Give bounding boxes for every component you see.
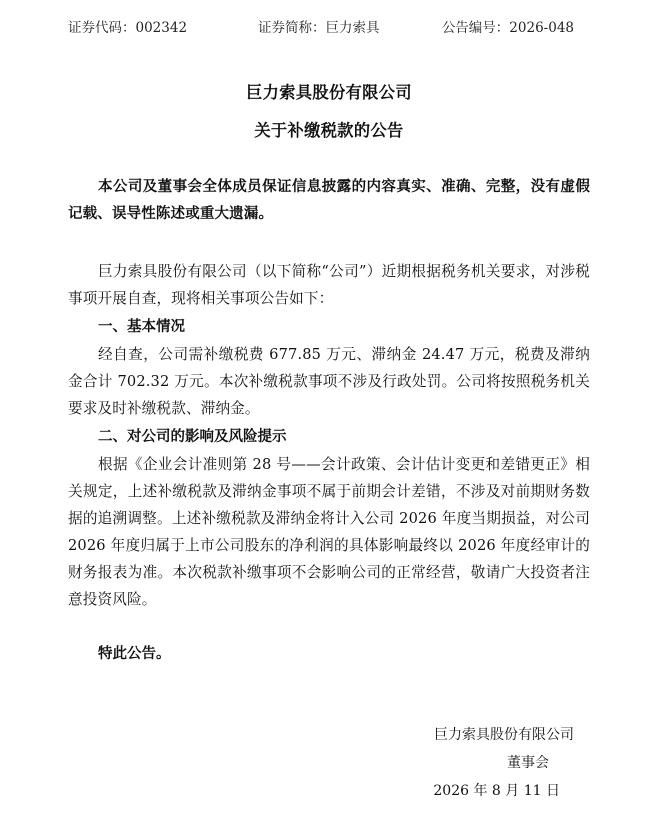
signature-company: 巨力索具股份有限公司 [434,727,574,743]
document-header [68,10,574,34]
section-heading-impact-risk: 二、对公司的影响及风险提示 [98,429,287,445]
stock-short-name: 证券简称：巨力索具 [258,20,380,36]
intro-paragraph: 巨力索具股份有限公司（以下简称“公司”）近期根据税务机关要求，对涉税事项开展自查，现将相关事项公告如下： [68,263,590,307]
section-body-basic-info: 经自查，公司需补缴税费 677.85 万元、滞纳金 24.47 万元，税费及滞纳金合计 702.32 万元。本次补缴税款事项不涉及行政处罚。公司将按照税务机关要求及时补缴税款、滞纳金。 [68,346,590,417]
signature-board: 董事会 [507,755,549,771]
company-title: 巨力索具股份有限公司 [246,83,412,102]
announcement-number: 公告编号：2026-048 [441,20,574,36]
board-declaration: 本公司及董事会全体成员保证信息披露的内容真实、准确、完整，没有虚假记载、误导性陈述或重大遗漏。 [68,179,590,222]
closing-statement: 特此公告。 [98,646,171,662]
section-heading-basic-info: 一、基本情况 [98,319,185,335]
announcement-title: 关于补缴税款的公告 [254,121,404,140]
signature-date: 2026 年 8 月 11 日 [433,783,560,799]
stock-code: 证券代码：002342 [68,20,188,36]
section-body-impact-risk: 根据《企业会计准则第 28 号——会计政策、会计估计变更和差错更正》相关规定，上述补缴税款及滞纳金事项不属于前期会计差错，不涉及对前期财务数据的追溯调整。上述补缴税款及滞纳金将计入公司 2026 年度当期损益，对公司 2026 年度归属于上市公司股东的净利润的具体影响最终以 2026 年度经审计的财务报表为准。本次税款补缴事项不会影响公司的正常经营，敬请广大投资者注意投资风险。 [68,456,590,608]
